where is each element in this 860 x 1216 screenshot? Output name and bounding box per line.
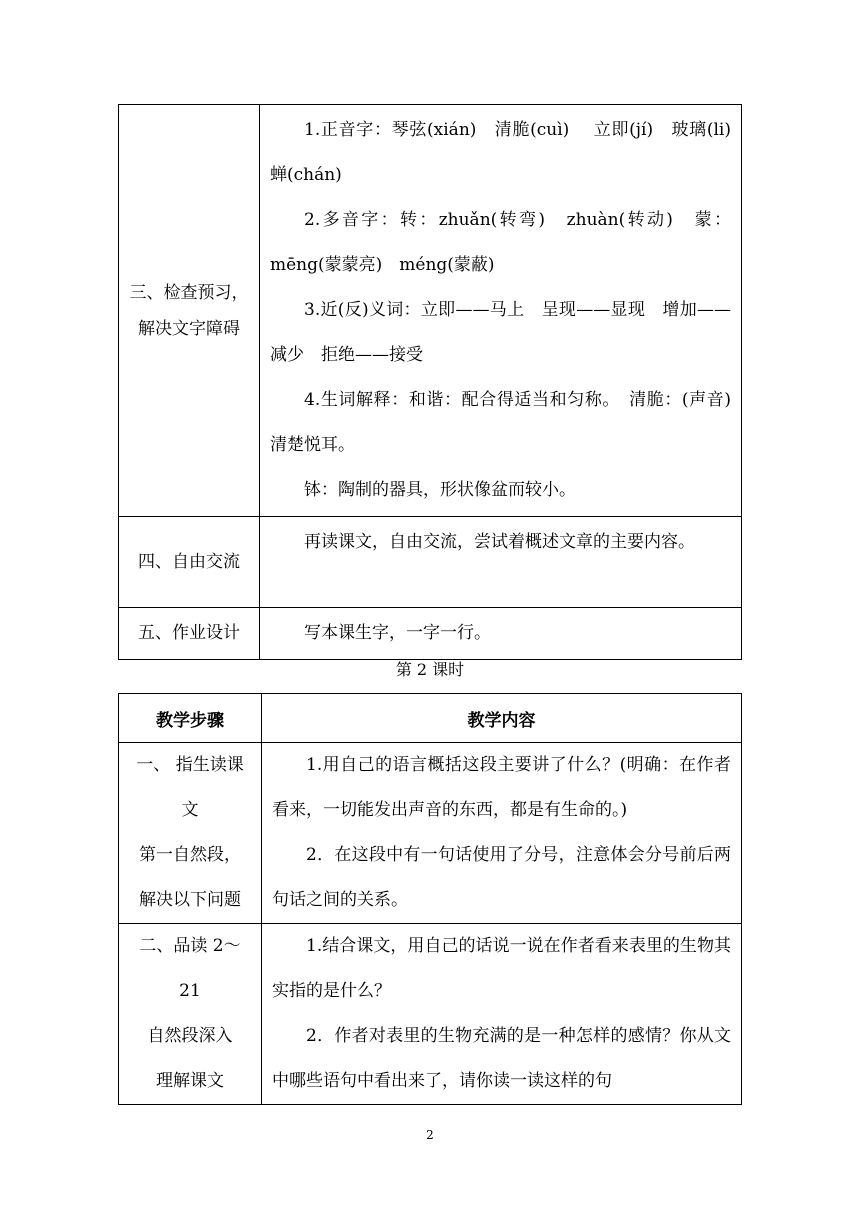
- step-line: 文: [181, 800, 199, 820]
- step-line: 一、 指生读课: [136, 755, 244, 775]
- content-cell: [260, 517, 742, 608]
- lesson-table-2: [118, 693, 742, 1105]
- table-header-row: [119, 694, 742, 743]
- page-number: 2: [426, 1128, 434, 1142]
- step-cell: [119, 105, 260, 517]
- lesson-table-1: [118, 104, 754, 660]
- content-item: 再读课文，自由交流，尝试着概述文章的主要内容。: [304, 532, 695, 552]
- content-item: 3.近(反)义词：立即——马上 呈现——显现 增加——减少 拒绝——接受: [270, 300, 731, 365]
- section-caption: 第 2 课时: [395, 660, 465, 679]
- content-item: 写本课生字，一字一行。: [304, 623, 491, 643]
- step-cell: [119, 608, 260, 660]
- table-row: [119, 517, 742, 608]
- step-line: 第一自然段，: [139, 845, 241, 865]
- content-item: 2．在这段中有一句话使用了分号，注意体会分号前后两句话之间的关系。: [272, 845, 731, 910]
- step-text: 四、自由交流: [138, 551, 240, 572]
- content-item: 2．作者对表里的生物充满的是一种怎样的感情？你从文中哪些语句中看出来了，请你读一读这样的句: [272, 1026, 731, 1091]
- step-line: 解决以下问题: [139, 890, 241, 910]
- content-cell: [262, 743, 742, 924]
- content-item: 1.结合课文，用自己的话说一说在作者看来表里的生物其实指的是什么？: [272, 936, 731, 1001]
- table-row: [119, 608, 742, 660]
- step-line: 21: [179, 981, 201, 1001]
- content-cell: [260, 608, 742, 660]
- column-header: 教学步骤: [119, 694, 262, 743]
- step-line: 理解课文: [156, 1071, 224, 1091]
- step-cell: [119, 924, 262, 1105]
- content-item: 2.多音字：转：zhuǎn(转弯) zhuàn(转动) 蒙：mēng(蒙蒙亮) méng(蒙蔽): [270, 210, 731, 275]
- step-line: 二、品读 2～: [139, 936, 241, 956]
- content-item: 1.用自己的语言概括这段主要讲了什么？(明确：在作者看来，一切能发出声音的东西，都是有生命的。): [272, 755, 731, 820]
- content-cell: [262, 924, 742, 1105]
- content-cell: [260, 105, 754, 517]
- step-text: 五、作业设计: [138, 623, 240, 643]
- table-row: [119, 105, 742, 517]
- table-row: [119, 743, 742, 924]
- content-item: 钵：陶制的器具，形状像盆而较小。: [304, 480, 576, 500]
- column-header: 教学内容: [262, 694, 742, 743]
- table-row: [119, 924, 742, 1105]
- step-text: 三、检查预习，解决文字障碍: [129, 282, 249, 339]
- step-line: 自然段深入: [147, 1026, 233, 1046]
- content-item: 4.生词解释：和谐：配合得适当和匀称。 清脆：(声音)清楚悦耳。: [270, 390, 731, 455]
- step-cell: [119, 743, 262, 924]
- step-cell: [119, 517, 260, 608]
- content-item: 1.正音字：琴弦(xián) 清脆(cuì) 立即(jí) 玻璃(li) 蝉(chán): [270, 120, 754, 185]
